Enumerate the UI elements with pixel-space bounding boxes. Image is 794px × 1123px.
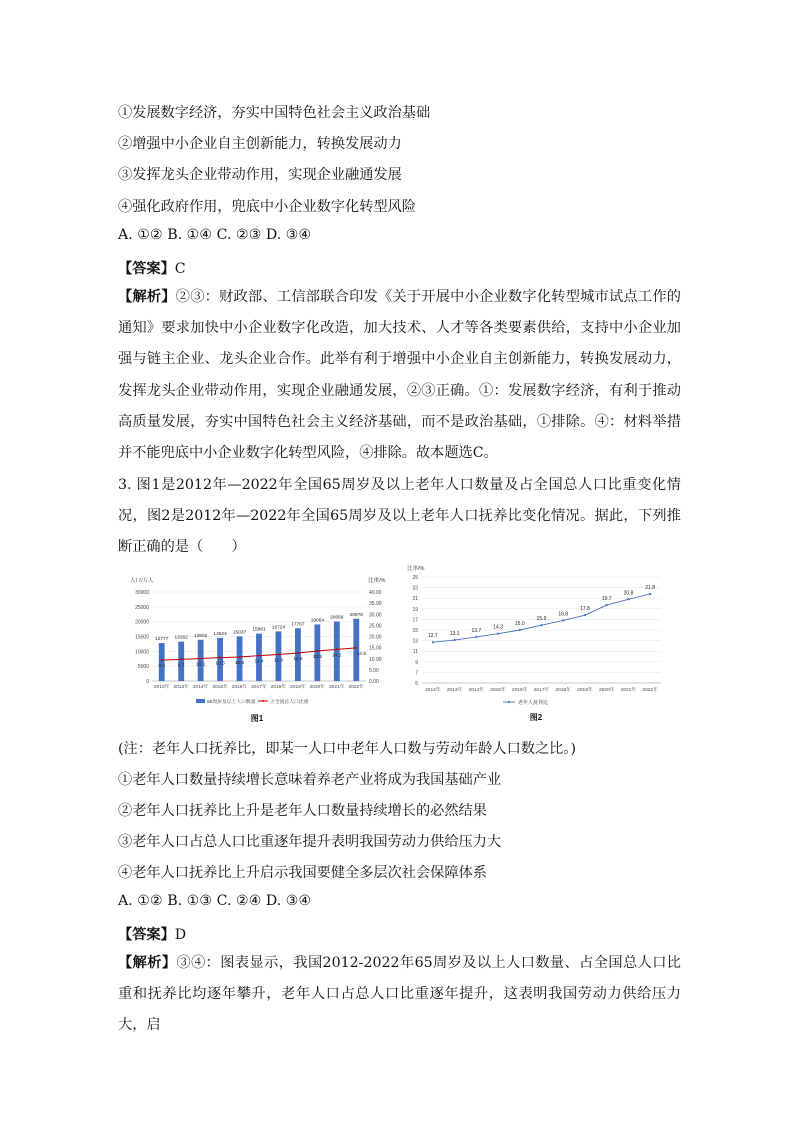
line-value-label: 12.7 bbox=[427, 633, 438, 640]
x-tick-label: 2017年 bbox=[533, 688, 550, 693]
line-value-label: 17.8 bbox=[580, 606, 590, 613]
bar-population bbox=[217, 638, 223, 681]
q3-answer-value: D bbox=[174, 927, 187, 943]
y-right-tick-label: 15.00 bbox=[369, 645, 382, 652]
x-tick-label: 2012年 bbox=[153, 685, 170, 690]
line-value-label: 13.7 bbox=[471, 627, 482, 634]
y-tick-label: 13 bbox=[412, 638, 418, 645]
x-tick-label: 2022年 bbox=[642, 688, 658, 693]
bar-value-label: 12777 bbox=[155, 637, 169, 643]
x-tick-label: 2018年 bbox=[270, 685, 287, 690]
line-point-share bbox=[297, 652, 299, 654]
y-tick-label: 17 bbox=[412, 617, 418, 624]
bar-value-label: 17767 bbox=[291, 622, 305, 628]
line-point-dependency-ratio bbox=[584, 614, 586, 616]
y-tick-label: 9 bbox=[415, 659, 418, 666]
line-value-label: 12.6 bbox=[293, 656, 303, 662]
legend-swatch-bars bbox=[196, 699, 205, 703]
bar-population bbox=[256, 634, 262, 681]
bar-population bbox=[273, 631, 283, 681]
y-tick-label: 11 bbox=[412, 649, 418, 656]
y-tick-label: 5 bbox=[415, 681, 418, 687]
line-value-label: 14.9 bbox=[356, 651, 366, 657]
y-left-tick-label: 0 bbox=[146, 679, 149, 685]
line-value-label: 9.4 bbox=[158, 664, 166, 670]
y-right-tick-label: 40.00 bbox=[369, 590, 382, 596]
bar-population bbox=[195, 640, 206, 681]
y-right-tick-label: 0.00 bbox=[369, 679, 379, 685]
line-point-dependency-ratio bbox=[606, 604, 608, 606]
bar-value-label: 20978 bbox=[349, 612, 363, 618]
line-point-share bbox=[180, 659, 182, 661]
x-tick-label: 2020年 bbox=[598, 688, 615, 693]
line-point-share bbox=[200, 658, 202, 660]
y-left-tick-label: 25000 bbox=[135, 604, 149, 611]
q3-option-4: ④老年人口抚养比上升启示我国要健全多层次社会保障体系 bbox=[118, 865, 487, 881]
line-value-label: 10.8 bbox=[234, 660, 245, 666]
x-tick-label: 2021年 bbox=[620, 688, 637, 693]
bar-population bbox=[334, 622, 340, 681]
y-right-tick-label: 25.00 bbox=[369, 623, 382, 630]
q3-option-2: ②老年人口抚养比上升是老年人口数量持续增长的必然结果 bbox=[118, 803, 487, 819]
line-value-label: 19.7 bbox=[601, 596, 612, 603]
line-value-label: 13.5 bbox=[312, 654, 323, 660]
figure-2-chart bbox=[405, 563, 668, 725]
bar-value-label: 13262 bbox=[174, 635, 188, 641]
bar-population bbox=[314, 624, 320, 681]
q3-analysis-tag: 【解析】 bbox=[118, 955, 177, 971]
line-point-share bbox=[316, 650, 318, 652]
line-point-dependency-ratio bbox=[519, 629, 521, 631]
x-tick-label: 2013年 bbox=[446, 688, 463, 693]
bar-population bbox=[159, 643, 165, 681]
q3-analysis-text: ③④：图表显示，我国2012-2022年65周岁及以上人口数量、占全国总人口比重和抚养比均逐年攀升，老年人口占总人口比重逐年提升，这表明我国劳动力供给压力大，启 bbox=[118, 955, 681, 1034]
line-value-label: 20.8 bbox=[623, 590, 634, 597]
figure-1-chart bbox=[118, 570, 396, 725]
y-right-tick-label: 5.00 bbox=[369, 667, 379, 674]
q2-analysis-text: ②③：财政部、工信部联合印发《关于开展中小企业数字化转型城市试点工作的通知》要求加快中小企业数字化改造，加大技术、人才等各类要素供给，支持中小企业加强与链主企业、龙头企业合作。此举有利于增强中小企业自主创新能力，转换发展动力，发挥龙头企业带动作用，实现企业融通发展，②③正确。①：发展数字经济，有利于推动高质量发展，夯实中国特色社会主义经济基础，而不是政治基础，①排除。④：材料举措并不能兜底中小企业数字化转型风险，④排除。故本题选C。 bbox=[118, 289, 681, 462]
x-tick-label: 2022年 bbox=[348, 685, 365, 690]
bar-value-label: 19064 bbox=[310, 618, 325, 624]
q2-option-2: ②增强中小企业自主创新能力，转换发展动力 bbox=[118, 136, 402, 152]
q2-answer bbox=[118, 258, 186, 278]
line-point-share bbox=[355, 647, 357, 649]
x-tick-label: 2021年 bbox=[329, 685, 345, 690]
q3-option-3: ③老年人口占总人口比重逐年提升表明我国劳动力供给压力大 bbox=[118, 834, 502, 850]
line-point-dependency-ratio bbox=[649, 593, 651, 595]
q3-analysis bbox=[118, 948, 681, 1042]
y-tick-label: 23 bbox=[412, 585, 418, 592]
y-tick-label: 21 bbox=[412, 596, 418, 603]
bar-value-label: 13902 bbox=[193, 633, 208, 639]
line-value-label: 15.0 bbox=[514, 621, 525, 627]
y-tick-label: 19 bbox=[412, 606, 418, 613]
bar-population bbox=[295, 628, 301, 681]
y-left-tick-label: 10000 bbox=[135, 649, 149, 656]
x-tick-label: 2015年 bbox=[212, 685, 228, 690]
x-tick-label: 2019年 bbox=[290, 685, 306, 690]
line-value-label: 10.1 bbox=[195, 662, 206, 668]
y-right-tick-label: 10.00 bbox=[369, 656, 382, 663]
bar-population bbox=[353, 619, 359, 681]
q2-answer-tag: 【答案】 bbox=[118, 261, 175, 277]
y-tick-label: 15 bbox=[412, 628, 418, 634]
x-tick-label: 2013年 bbox=[173, 685, 189, 690]
line-point-share bbox=[219, 657, 221, 659]
figure-2-caption: 图2 bbox=[529, 713, 543, 722]
x-tick-label: 2019年 bbox=[577, 688, 593, 693]
line-point-dependency-ratio bbox=[432, 641, 434, 643]
legend-label-line: 老年人抚养比 bbox=[518, 700, 549, 706]
legend-marker-line bbox=[508, 701, 510, 703]
line-value-label: 16.8 bbox=[558, 611, 569, 618]
bar-value-label: 15037 bbox=[232, 630, 247, 636]
q2-option-1: ①发展数字经济，夯实中国特色社会主义政治基础 bbox=[118, 105, 431, 121]
x-tick-label: 2017年 bbox=[251, 685, 267, 690]
x-tick-label: 2016年 bbox=[512, 688, 528, 693]
y-right-axis-label: 比重/% bbox=[368, 578, 386, 584]
q2-answer-value: C bbox=[174, 261, 186, 277]
q2-analysis-tag: 【解析】 bbox=[118, 289, 176, 305]
line-point-dependency-ratio bbox=[540, 624, 542, 626]
bar-value-label: 15961 bbox=[252, 627, 266, 633]
line-point-dependency-ratio bbox=[562, 619, 564, 621]
line-value-label: 21.8 bbox=[645, 584, 656, 591]
line-point-share bbox=[258, 655, 260, 657]
legend-marker-line bbox=[262, 700, 264, 702]
x-tick-label: 2012年 bbox=[425, 688, 441, 693]
y-right-tick-label: 30.00 bbox=[369, 612, 382, 619]
line-point-share bbox=[278, 654, 280, 656]
q3-answer bbox=[118, 924, 186, 944]
line-value-label: 15.9 bbox=[536, 616, 547, 623]
line-point-share bbox=[336, 649, 338, 651]
bar-value-label: 14524 bbox=[213, 631, 227, 637]
line-value-label: 13.1 bbox=[449, 631, 460, 638]
line-value-label: 14.3 bbox=[493, 624, 503, 631]
q2-option-4: ④强化政府作用，兜底中小企业数字化转型风险 bbox=[118, 199, 416, 215]
figure-1-caption: 图1 bbox=[250, 714, 264, 723]
line-point-share bbox=[161, 659, 163, 661]
x-tick-label: 2018年 bbox=[555, 688, 571, 693]
bar-value-label: 20056 bbox=[330, 615, 344, 621]
q3-stem: 3. 图1是2012年—2022年全国65周岁及以上老年人口数量及占全国总人口比重变化情况，图2是2012年—2022年全国65周岁及以上老年人口抚养比变化情况。据此，下列推断正确的是（ ） bbox=[118, 477, 681, 556]
line-point-share bbox=[239, 656, 241, 658]
line-point-dependency-ratio bbox=[475, 636, 477, 638]
y-right-tick-label: 35.00 bbox=[369, 601, 382, 608]
q3-choices: A. ①② B. ①③ C. ②④ D. ③④ bbox=[118, 893, 312, 909]
y-tick-label: 7 bbox=[415, 670, 418, 677]
line-value-label: 14.2 bbox=[332, 653, 342, 659]
bar-value-label: 16724 bbox=[271, 625, 286, 631]
y-left-axis-label: 人口/万人 bbox=[130, 578, 154, 584]
q3-answer-tag: 【答案】 bbox=[118, 927, 175, 943]
q3-option-1: ①老年人口数量持续增长意味着养老产业将成为我国基础产业 bbox=[118, 772, 502, 788]
bar-population bbox=[178, 642, 184, 681]
x-tick-label: 2014年 bbox=[468, 688, 485, 693]
x-tick-label: 2020年 bbox=[309, 685, 326, 690]
line-point-dependency-ratio bbox=[453, 639, 455, 641]
y-tick-label: 25 bbox=[412, 575, 418, 581]
q2-option-3: ③发挥龙头企业带动作用，实现企业融通发展 bbox=[118, 167, 402, 183]
line-value-label: 10.5 bbox=[215, 661, 225, 667]
legend-label-line: 占全国总人口比重 bbox=[270, 700, 309, 705]
bar-population bbox=[234, 636, 245, 681]
q3-note: (注：老年人口抚养比，即某一人口中老年人口数与劳动年龄人口数之比。) bbox=[118, 741, 576, 757]
q2-analysis bbox=[118, 282, 681, 469]
line-value-label: 11.4 bbox=[254, 659, 264, 665]
y-right-tick-label: 20.00 bbox=[369, 634, 382, 641]
y-left-tick-label: 5000 bbox=[137, 664, 149, 671]
line-value-label: 9.7 bbox=[177, 663, 185, 669]
line-value-label: 11.9 bbox=[273, 658, 283, 664]
y-left-tick-label: 15000 bbox=[135, 634, 149, 641]
line-point-dependency-ratio bbox=[497, 633, 499, 635]
q2-choices: A. ①② B. ①④ C. ②③ D. ③④ bbox=[118, 227, 312, 243]
y-left-tick-label: 20000 bbox=[135, 619, 149, 626]
y-left-tick-label: 30000 bbox=[135, 590, 149, 596]
x-tick-label: 2016年 bbox=[231, 685, 248, 690]
x-tick-label: 2015年 bbox=[490, 688, 506, 693]
legend-label-bars: 65周岁及以上人口数量 bbox=[207, 700, 256, 705]
line-point-dependency-ratio bbox=[627, 598, 629, 600]
x-tick-label: 2014年 bbox=[192, 685, 209, 690]
y-axis-label: 比率/% bbox=[407, 566, 425, 572]
